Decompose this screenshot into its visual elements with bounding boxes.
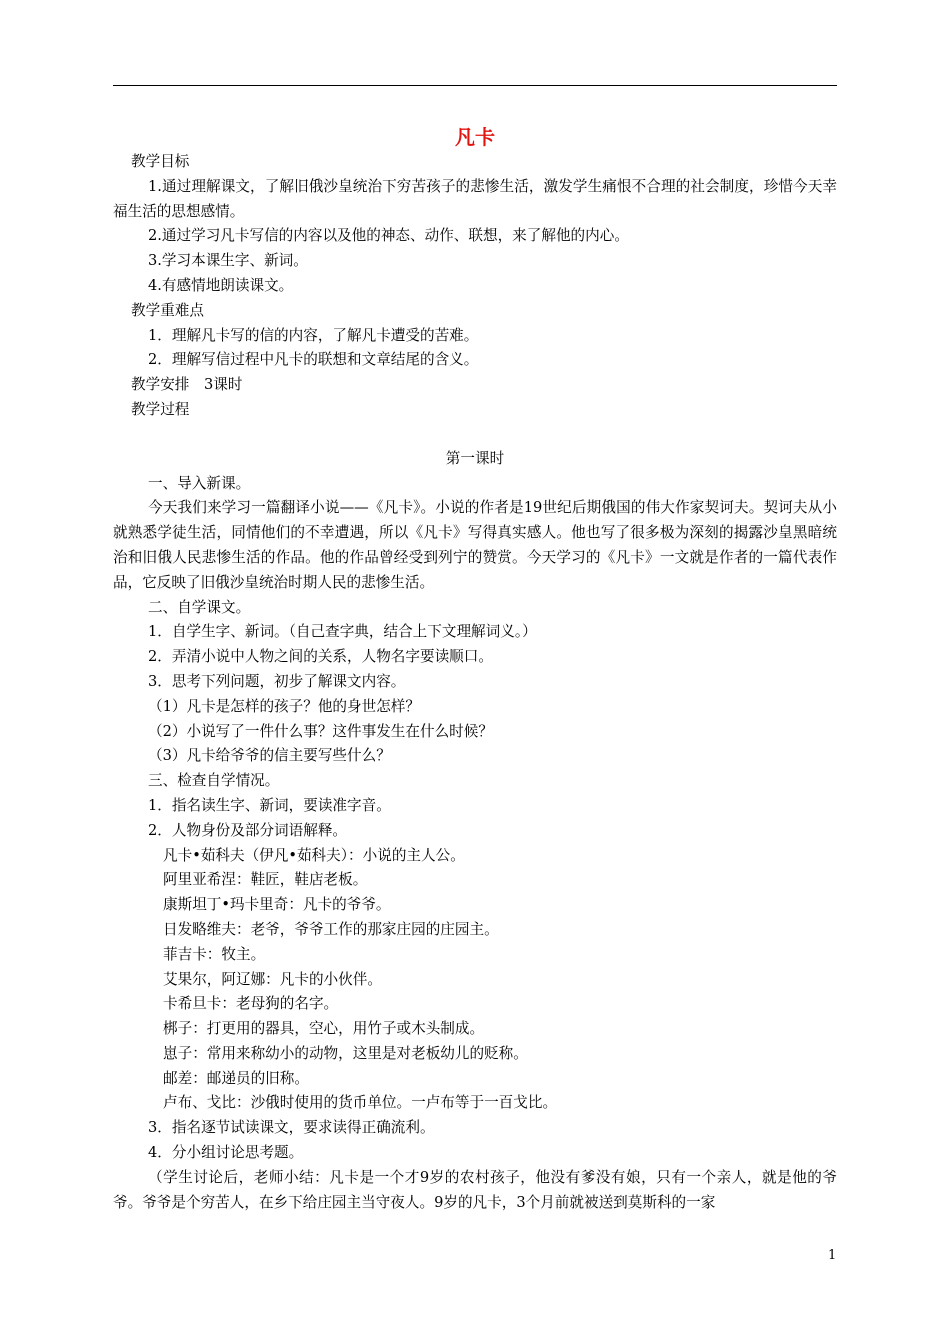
text-line: 二、自学课文。	[148, 598, 251, 616]
text-line: 2．人物身份及部分词语解释。	[148, 821, 348, 839]
document-title: 凡卡	[455, 125, 495, 149]
text-line: 2．理解写信过程中凡卡的联想和文章结尾的含义。	[148, 351, 479, 369]
blank-line	[113, 423, 837, 447]
text-line: 一、导入新课。	[148, 474, 251, 492]
text-line: 卡希旦卡：老母狗的名字。	[163, 995, 339, 1013]
text-line: （学生讨论后，老师小结：凡卡是一个才9岁的农村孩子，他没有爹没有娘，只有一个亲人，就是他的爷爷。爷爷是个穷苦人，在乡下给庄园主当守夜人。9岁的凡卡，3个月前就被送到莫斯科的一家	[113, 1168, 837, 1211]
text-line: 1．自学生字、新词。（自己查字典，结合上下文理解词义。）	[148, 623, 537, 641]
text-line: 日发略维夫：老爷，爷爷工作的那家庄园的庄园主。	[163, 920, 499, 938]
text-line: 三、检查自学情况。	[148, 772, 280, 790]
text-line: （3）凡卡给爷爷的信主要写些什么？	[148, 747, 391, 765]
text-line: 第一课时	[445, 449, 505, 467]
text-line: 3．指名逐节试读课文，要求读得正确流利。	[148, 1119, 435, 1137]
text-line: 4.有感情地朗读课文。	[148, 276, 294, 294]
header-rule	[113, 85, 837, 86]
text-line: 教学安排 3课时	[131, 376, 243, 394]
text-line: 邮差：邮递员的旧称。	[163, 1069, 309, 1087]
text-line: 康斯坦丁•玛卡里奇：凡卡的爷爷。	[163, 896, 391, 914]
text-line: （1）凡卡是怎样的孩子？他的身世怎样？	[148, 697, 420, 715]
text-line: 梆子：打更用的器具，空心，用竹子或木头制成。	[163, 1020, 485, 1038]
page-number: 1	[828, 1248, 837, 1263]
text-line: 凡卡•茹科夫（伊凡•茹科夫）：小说的主人公。	[163, 846, 465, 864]
text-line: 教学目标	[131, 153, 190, 170]
text-line: 教学重难点	[131, 301, 204, 319]
text-line: 艾果尔，阿辽娜：凡卡的小伙伴。	[163, 970, 382, 988]
text-line: 3.学习本课生字、新词。	[148, 252, 308, 270]
text-line: 菲吉卡：牧主。	[163, 945, 266, 963]
text-line: 2.通过学习凡卡写信的内容以及他的神态、动作、联想，来了解他的内心。	[148, 227, 629, 245]
text-line: 今天我们来学习一篇翻译小说——《凡卡》。小说的作者是19世纪后期俄国的伟大作家契诃夫。契诃夫从小就熟悉学徒生活，同情他们的不幸遭遇，所以《凡卡》写得真实感人。他也写了很多极为深刻的揭露沙皇黑暗统治和旧俄人民悲惨生活的作品。他的作品曾经受到列宁的赞赏。今天学习的《凡卡》一文就是作者的一篇代表作品，它反映了旧俄沙皇统治时期人民的悲惨生活。	[113, 499, 837, 591]
text-line: （2）小说写了一件什么事？这件事发生在什么时候？	[148, 722, 493, 740]
text-line: 4．分小组讨论思考题。	[148, 1144, 304, 1162]
text-line: 卢布、戈比：沙俄时使用的货币单位。一卢布等于一百戈比。	[163, 1094, 558, 1112]
text-line: 2．弄清小说中人物之间的关系，人物名字要读顺口。	[148, 648, 493, 666]
text-line: 阿里亚希涅：鞋匠，鞋店老板。	[163, 871, 368, 889]
text-line: 1．理解凡卡写的信的内容，了解凡卡遭受的苦难。	[148, 326, 479, 344]
text-line: 1.通过理解课文，了解旧俄沙皇统治下穷苦孩子的悲惨生活，激发学生痛恨不合理的社会制度，珍惜今天幸福生活的思想感情。	[113, 177, 837, 220]
text-line: 1．指名读生字、新词，要读准字音。	[148, 796, 391, 814]
text-line: 崽子：常用来称幼小的动物，这里是对老板幼儿的贬称。	[163, 1044, 528, 1062]
text-line: 3．思考下列问题，初步了解课文内容。	[148, 672, 406, 690]
document-body	[113, 150, 837, 1215]
text-line: 教学过程	[131, 400, 190, 418]
